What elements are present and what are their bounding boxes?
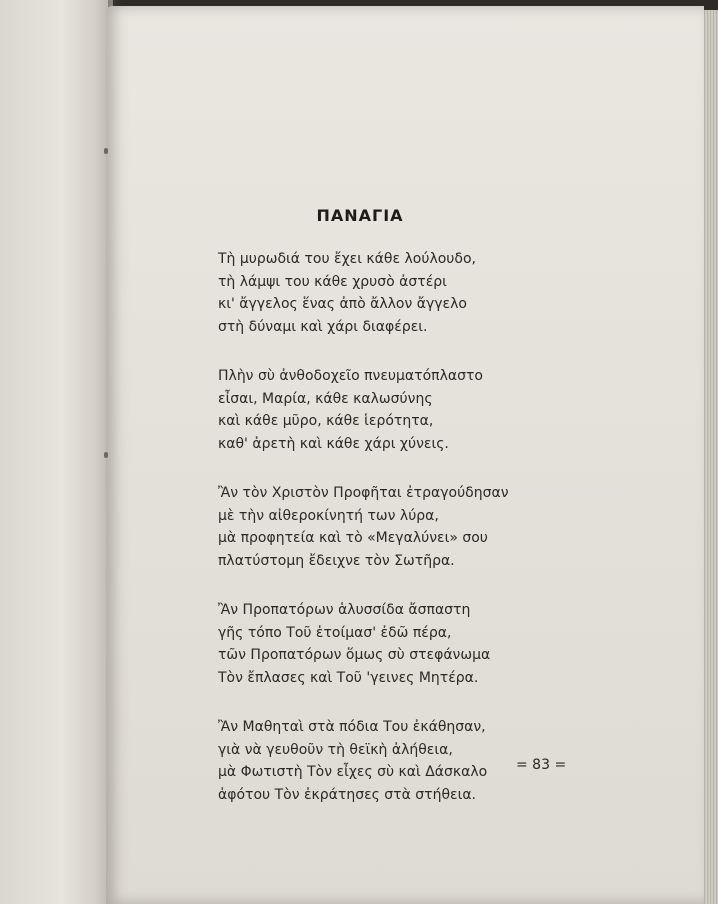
- poem-line: Ἂν Μαθηταὶ στὰ πόδια Του ἐκάθησαν,: [218, 719, 486, 735]
- poem-line: εἶσαι, Μαρία, κάθε καλωσύνης: [218, 390, 433, 407]
- poem-body: [218, 248, 578, 833]
- poem-title: ΠΑΝΑΓΙΑ: [316, 206, 404, 225]
- stanza: [218, 482, 578, 572]
- binding-stitch: [104, 148, 108, 154]
- poem-line: πλατύστομη ἔδειχνε τὸν Σωτῆρα.: [218, 552, 455, 569]
- stanza: [218, 599, 578, 689]
- stanza: [218, 248, 578, 338]
- poem-line: τῶν Προπατόρων ὅμως σὺ στεφάνωμα: [218, 647, 491, 663]
- poem-line: μὲ τὴν αἰθεροκίνητή των λύρα,: [218, 507, 439, 524]
- binding-stitch: [104, 452, 108, 458]
- poem-line: ἀφότου Τὸν ἐκράτησες στὰ στήθεια.: [218, 786, 477, 803]
- poem-line: Ἂν Προπατόρων ἁλυσσίδα ἄσπαστη: [218, 602, 471, 618]
- poem-line: μὰ προφητεία καὶ τὸ «Μεγαλύνει» σου: [218, 530, 488, 546]
- poem-line: Πλὴν σὺ ἀνθοδοχεῖο πνευματόπλαστο: [218, 368, 483, 384]
- page-number: = 83 =: [516, 757, 567, 773]
- poem-line: Ἂν τὸν Χριστὸν Προφῆται ἐτραγούδησαν: [218, 485, 509, 501]
- poem-line: γῆς τόπο Τοῦ ἑτοίμασ' ἐδῶ πέρα,: [218, 624, 452, 641]
- poem-line: Τὴ μυρωδιά του ἔχει κάθε λούλουδο,: [218, 251, 476, 267]
- poem-line: καὶ κάθε μῦρο, κάθε ἱερότητα,: [218, 413, 434, 429]
- poem-line: μὰ Φωτιστὴ Τὸν εἶχες σὺ καὶ Δάσκαλο: [218, 764, 488, 780]
- poem-line: γιὰ νὰ γευθοῦν τὴ θεϊκὴ ἀλήθεια,: [218, 741, 453, 758]
- previous-page-edge: [0, 0, 113, 904]
- poem-line: στὴ δύναμι καὶ χάρι διαφέρει.: [218, 318, 428, 335]
- poem-line: Τὸν ἔπλασες καὶ Τοῦ 'γεινες Μητέρα.: [218, 669, 479, 686]
- poem-line: καθ' ἀρετὴ καὶ κάθε χάρι χύνεις.: [218, 435, 449, 452]
- poem-line: κι' ἄγγελος ἕνας ἀπὸ ἄλλον ἄγγελο: [218, 296, 467, 312]
- show-through-text: [356, 102, 666, 182]
- stanza: [218, 365, 578, 455]
- poem-line: τὴ λάμψι του κάθε χρυσὸ ἀστέρι: [218, 273, 447, 290]
